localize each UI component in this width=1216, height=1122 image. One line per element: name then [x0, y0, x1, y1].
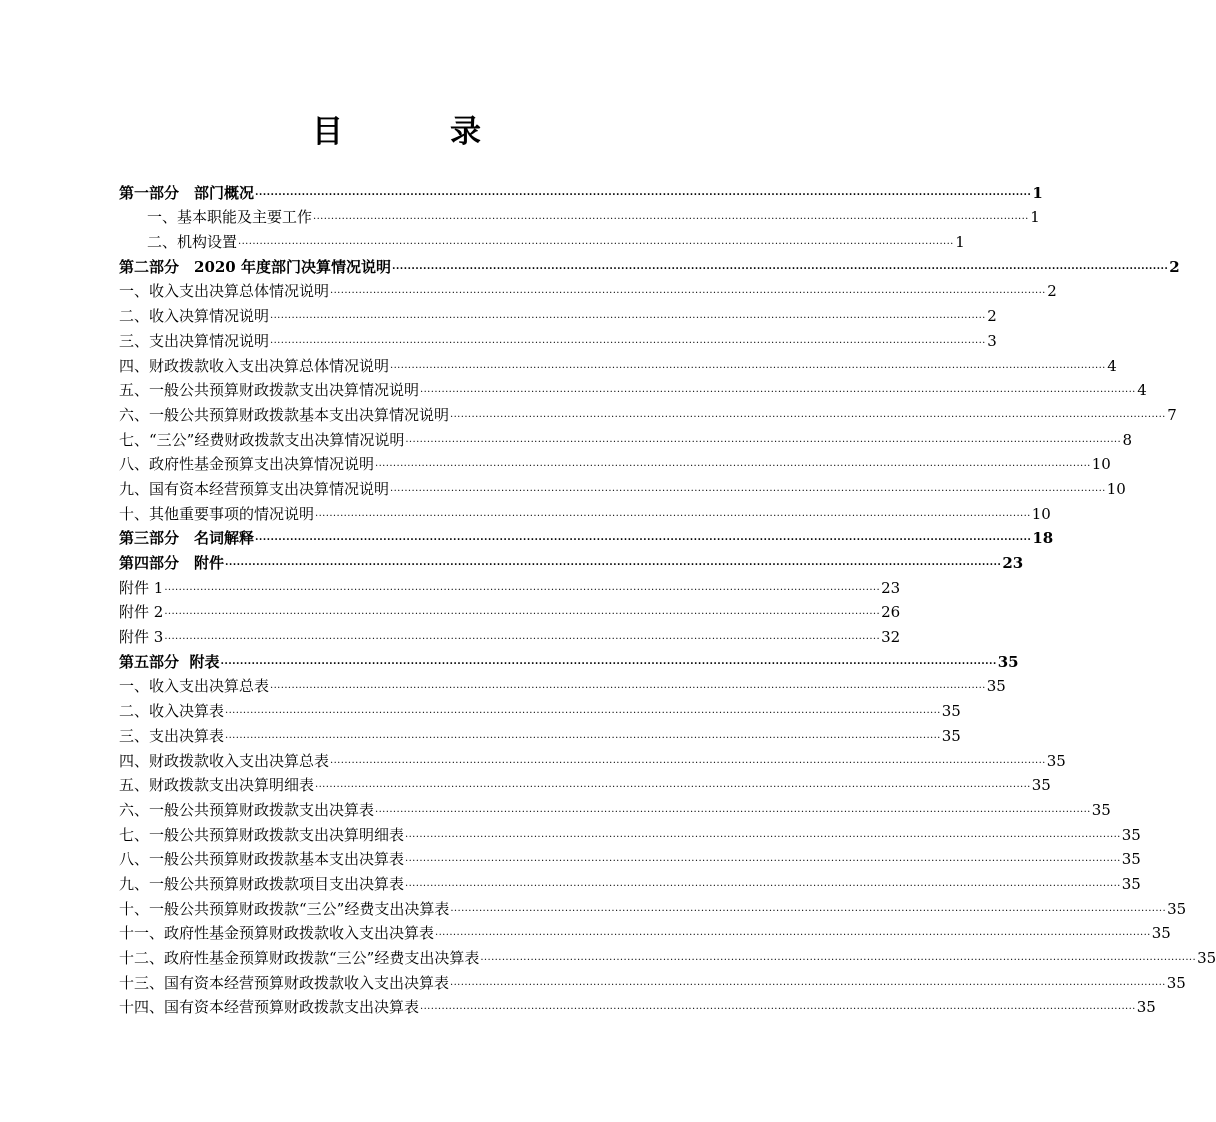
toc-entry-label: 六、一般公共预算财政拨款基本支出决算情况说明: [119, 405, 450, 424]
toc-entry[interactable]: [119, 795, 1111, 820]
toc-dot-leader: ........................................................................................................................................................................................................: [450, 902, 1167, 914]
toc-entry-label: 一、收入支出决算总表: [119, 677, 270, 696]
toc-entry-label: 十三、国有资本经营预算财政拨款收入支出决算表: [119, 973, 450, 992]
toc-dot-leader: ........................................................................................................................................................................................................: [390, 359, 1106, 371]
toc-entry-label: 七、“三公”经费财政拨款支出决算情况说明: [119, 430, 405, 449]
toc-entry[interactable]: [119, 450, 1111, 475]
toc-entry-label: 二、机构设置: [147, 233, 238, 252]
toc-entry[interactable]: [119, 746, 1066, 771]
toc-section-entry[interactable]: [119, 524, 1054, 549]
toc-entry[interactable]: [119, 573, 901, 598]
toc-page-number: 10: [1091, 455, 1111, 474]
toc-entry-label: 一、收入支出决算总体情况说明: [119, 282, 330, 301]
toc-dot-leader: ........................................................................................................................................................................................................: [450, 408, 1166, 420]
toc-entry[interactable]: [119, 968, 1186, 993]
toc-dot-leader: ........................................................................................................................................................................................................: [391, 260, 1169, 272]
toc-entry[interactable]: [119, 203, 1040, 228]
toc-dot-leader: ........................................................................................................................................................................................................: [270, 310, 986, 322]
toc-entry-label: 附件 1: [119, 578, 164, 597]
toc-page-number: 35: [941, 726, 961, 745]
toc-dot-leader: ........................................................................................................................................................................................................: [225, 729, 941, 741]
toc-dot-leader: ........................................................................................................................................................................................................: [375, 803, 1091, 815]
toc-entry-label: 一、基本职能及主要工作: [147, 208, 313, 227]
toc-page-number: 35: [1151, 924, 1171, 943]
toc-dot-leader: ........................................................................................................................................................................................................: [435, 927, 1151, 939]
toc-page-number: 35: [941, 702, 961, 721]
toc-entry[interactable]: [119, 721, 961, 746]
toc-section-entry[interactable]: [119, 647, 1019, 672]
toc-section-entry[interactable]: [119, 252, 1180, 277]
toc-page-number: 35: [1166, 973, 1186, 992]
toc-dot-leader: ........................................................................................................................................................................................................: [270, 334, 986, 346]
toc-page-number: 18: [1032, 529, 1054, 548]
toc-entry-label: 四、财政拨款收入支出决算总体情况说明: [119, 356, 390, 375]
toc-page-number: 23: [1002, 554, 1024, 572]
toc-entry[interactable]: [119, 277, 1057, 302]
toc-entry-label: 十、其他重要事项的情况说明: [119, 504, 315, 523]
toc-entry-label: 附件 2: [119, 603, 164, 622]
toc-dot-leader: ........................................................................................................................................................................................................: [330, 754, 1046, 766]
toc-entry-label: 三、支出决算情况说明: [119, 331, 270, 350]
toc-page-number: 35: [1167, 899, 1187, 918]
toc-page-number: 4: [1137, 381, 1147, 400]
toc-entry-label: 九、一般公共预算财政拨款项目支出决算表: [119, 874, 405, 893]
toc-entry[interactable]: [119, 326, 997, 351]
toc-page-number: 2: [1169, 257, 1180, 276]
toc-page-number: 35: [1031, 776, 1051, 795]
toc-entry[interactable]: [119, 622, 901, 647]
toc-entry-label: 第一部分 部门概况: [119, 183, 255, 202]
toc-dot-leader: ........................................................................................................................................................................................................: [405, 433, 1122, 445]
toc-entry[interactable]: [119, 894, 1187, 919]
toc-page-number: 2: [987, 307, 997, 326]
toc-page-number: 35: [1197, 949, 1216, 967]
toc-entry[interactable]: [119, 919, 1171, 944]
toc-dot-leader: ........................................................................................................................................................................................................: [480, 952, 1197, 963]
toc-entry[interactable]: [119, 869, 1141, 894]
toc-entry[interactable]: [119, 301, 997, 326]
toc-entry-label: 十四、国有资本经营预算财政拨款支出决算表: [119, 998, 420, 1017]
toc-dot-leader: ........................................................................................................................................................................................................: [405, 828, 1121, 840]
toc-page-number: 1: [955, 233, 965, 252]
toc-entry-label: 十一、政府性基金预算财政拨款收入支出决算表: [119, 924, 435, 943]
toc-entry[interactable]: [119, 499, 1051, 524]
toc-page-number: 1: [1030, 208, 1040, 227]
toc-dot-leader: ........................................................................................................................................................................................................: [164, 606, 881, 618]
toc-dot-leader: ........................................................................................................................................................................................................: [420, 1001, 1136, 1013]
toc-entry[interactable]: [119, 400, 1177, 425]
toc-page-number: 10: [1031, 504, 1051, 523]
toc-page-number: 23: [881, 578, 901, 597]
toc-entry-label: 四、财政拨款收入支出决算总表: [119, 751, 330, 770]
toc-entry-label: 第五部分 附表: [119, 652, 220, 671]
toc-dot-leader: ........................................................................................................................................................................................................: [164, 631, 881, 643]
toc-dot-leader: ........................................................................................................................................................................................................: [420, 384, 1136, 396]
toc-entry-label: 二、收入决算表: [119, 702, 225, 721]
toc-dot-leader: ........................................................................................................................................................................................................: [238, 236, 954, 248]
toc-dot-leader: ........................................................................................................................................................................................................: [313, 211, 1029, 223]
toc-dot-leader: ........................................................................................................................................................................................................: [255, 186, 1032, 198]
toc-page-number: 35: [986, 677, 1006, 696]
toc-page-number: 35: [1121, 825, 1141, 844]
toc-entry-label: 六、一般公共预算财政拨款支出决算表: [119, 800, 375, 819]
toc-entry-label: 三、支出决算表: [119, 726, 225, 745]
toc-dot-leader: ........................................................................................................................................................................................................: [255, 532, 1032, 544]
toc-page-number: 35: [1136, 998, 1156, 1017]
toc-dot-leader: ........................................................................................................................................................................................................: [405, 877, 1121, 889]
toc-dot-leader: ........................................................................................................................................................................................................: [390, 482, 1106, 494]
toc-entry[interactable]: [119, 227, 965, 252]
toc-entry[interactable]: [119, 820, 1141, 845]
table-of-contents: [119, 178, 1216, 1017]
toc-dot-leader: ........................................................................................................................................................................................................: [330, 285, 1046, 297]
toc-page-number: 3: [987, 331, 997, 350]
toc-page-number: 2: [1047, 282, 1057, 301]
toc-dot-leader: ........................................................................................................................................................................................................: [270, 680, 986, 692]
toc-entry-label: 八、政府性基金预算支出决算情况说明: [119, 455, 375, 474]
toc-section-entry[interactable]: [119, 548, 1024, 573]
toc-entry-label: 九、国有资本经营预算支出决算情况说明: [119, 479, 390, 498]
toc-page-number: 35: [1046, 751, 1066, 770]
toc-entry[interactable]: [119, 845, 1141, 870]
toc-page-number: 4: [1107, 356, 1117, 375]
toc-dot-leader: ........................................................................................................................................................................................................: [225, 705, 941, 717]
toc-entry-label: 附件 3: [119, 628, 164, 647]
toc-dot-leader: ........................................................................................................................................................................................................: [450, 976, 1166, 988]
toc-entry[interactable]: [119, 598, 901, 623]
toc-page-number: 32: [881, 628, 901, 647]
toc-entry[interactable]: [119, 943, 1216, 968]
toc-page-number: 8: [1122, 430, 1133, 449]
toc-dot-leader: ........................................................................................................................................................................................................: [375, 458, 1091, 470]
toc-page-number: 7: [1167, 405, 1177, 424]
toc-entry-label: 第二部分 2020 年度部门决算情况说明: [119, 257, 391, 276]
toc-entry[interactable]: [119, 474, 1126, 499]
toc-title: 目 录: [312, 114, 519, 150]
toc-entry-label: 十二、政府性基金预算财政拨款“三公”经费支出决算表: [119, 949, 480, 967]
toc-entry[interactable]: [119, 425, 1133, 450]
toc-dot-leader: ........................................................................................................................................................................................................: [315, 507, 1031, 519]
toc-page-number: 26: [881, 603, 901, 622]
toc-entry-label: 第四部分 附件: [119, 554, 225, 572]
toc-page-number: 10: [1106, 479, 1126, 498]
toc-entry[interactable]: [119, 351, 1117, 376]
toc-page-number: 35: [997, 652, 1019, 671]
toc-entry-label: 五、财政拨款支出决算明细表: [119, 776, 315, 795]
toc-entry-label: 二、收入决算情况说明: [119, 307, 270, 326]
toc-entry-label: 七、一般公共预算财政拨款支出决算明细表: [119, 825, 405, 844]
toc-entry[interactable]: [119, 376, 1147, 401]
toc-page-number: 35: [1091, 800, 1111, 819]
toc-dot-leader: ........................................................................................................................................................................................................: [220, 655, 997, 667]
toc-page-number: 35: [1121, 850, 1141, 869]
toc-entry[interactable]: [119, 696, 961, 721]
toc-dot-leader: ........................................................................................................................................................................................................: [405, 853, 1121, 865]
toc-entry[interactable]: [119, 672, 1006, 697]
toc-entry-label: 十、一般公共预算财政拨款“三公”经费支出决算表: [119, 899, 450, 918]
toc-entry-label: 第三部分 名词解释: [119, 529, 255, 548]
toc-entry-label: 五、一般公共预算财政拨款支出决算情况说明: [119, 381, 420, 400]
toc-entry[interactable]: [119, 771, 1051, 796]
toc-dot-leader: ........................................................................................................................................................................................................: [315, 779, 1031, 791]
toc-entry-label: 八、一般公共预算财政拨款基本支出决算表: [119, 850, 405, 869]
toc-page-number: 35: [1121, 874, 1141, 893]
toc-dot-leader: ........................................................................................................................................................................................................: [164, 581, 881, 593]
toc-page-number: 1: [1032, 183, 1043, 202]
toc-dot-leader: ........................................................................................................................................................................................................: [225, 557, 1002, 568]
toc-entry[interactable]: [119, 993, 1156, 1018]
toc-section-entry[interactable]: [119, 178, 1043, 203]
